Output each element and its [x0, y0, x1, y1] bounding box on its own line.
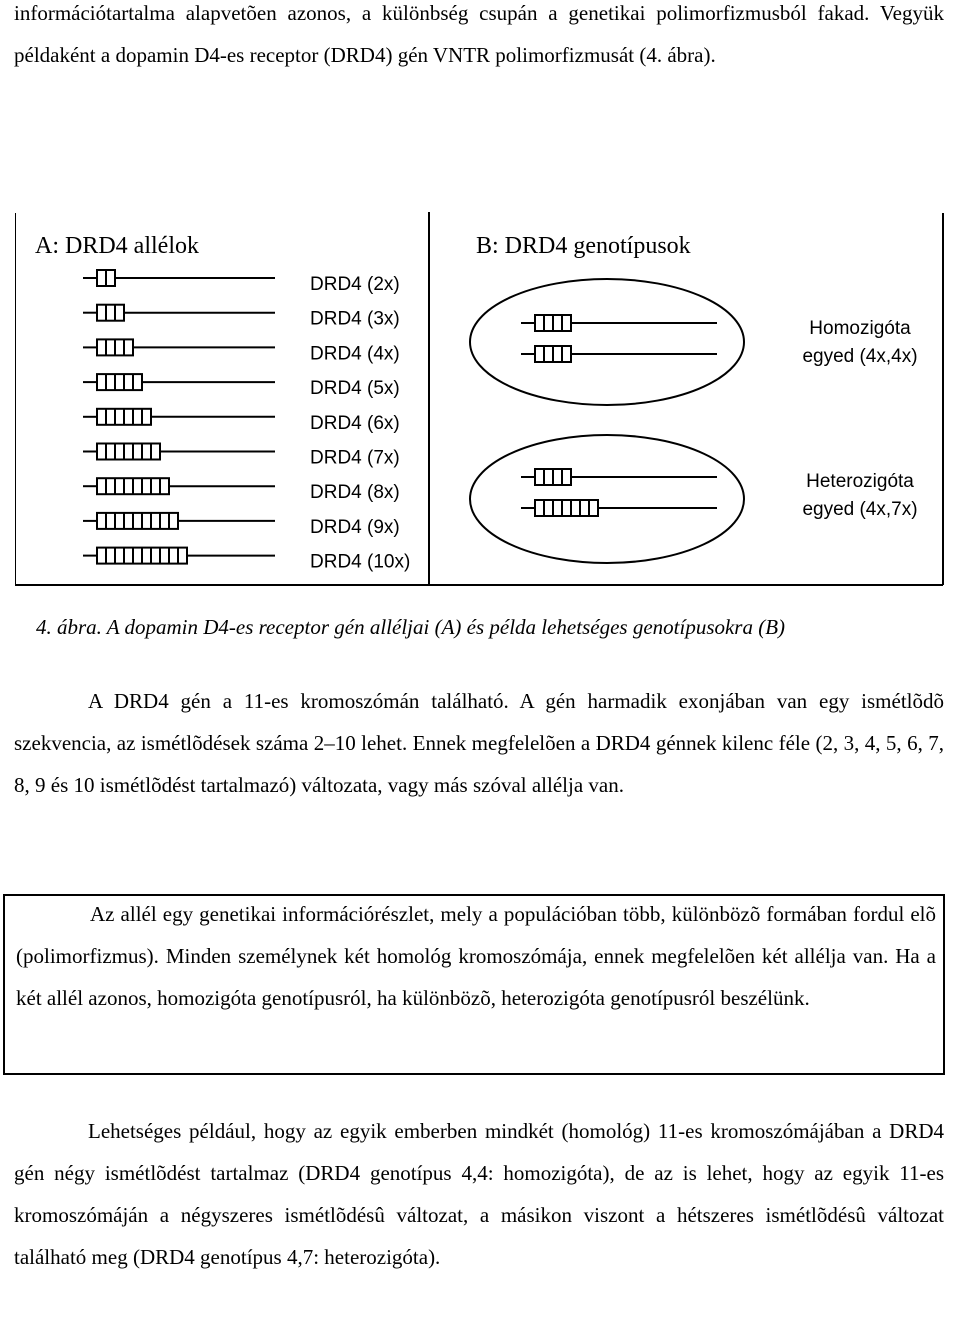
- intro-paragraph: információtartalma alapvetõen azonos, a különbség csupán a genetikai polimorfizmusból fakad. Vegyük példaként a dopamin D4-es receptor (DRD4) gén VNTR polimorfizmusát (4. ábra).: [14, 1, 944, 67]
- definition-box: [3, 894, 945, 1075]
- allele-glyph-10x: [83, 548, 275, 564]
- allele-glyph-8x: [83, 478, 275, 494]
- allele-glyph-4x: [83, 339, 275, 355]
- genotype-0-allele-0: [521, 315, 717, 331]
- allele-label: DRD4 (4x): [310, 343, 400, 365]
- allele-glyph-5x: [83, 374, 275, 390]
- heterozygote-ellipse: [470, 435, 744, 563]
- genotype-1-allele-1: [521, 500, 717, 516]
- allele-label: DRD4 (5x): [310, 378, 400, 400]
- homozygote-label-line1: Homozigóta: [809, 318, 911, 339]
- allele-label: DRD4 (6x): [310, 412, 400, 434]
- genotype-list: [521, 315, 717, 516]
- allele-label: DRD4 (10x): [310, 551, 411, 573]
- allele-glyph-3x: [83, 305, 275, 321]
- allele-label: DRD4 (8x): [310, 482, 400, 504]
- definition-text: Az allél egy genetikai információrészlet, mely a populációban több, különbözõ formában fordul elõ (polimorfizmus). Minden személynek két homológ kromoszómája, ennek megfelelõen két allélja van. Ha a két allél azonos, homozigóta genotípusról, ha különbözõ, heterozigóta genotípusról beszélünk.: [16, 902, 936, 1010]
- allele-glyph-9x: [83, 513, 275, 529]
- homozygote-label-line2: egyed (4x,4x): [802, 346, 918, 367]
- drd4-figure: [15, 212, 944, 586]
- homozygote-ellipse: [470, 279, 744, 405]
- panel-b-title: B: DRD4 genotípusok: [476, 233, 691, 259]
- allele-list: [83, 270, 410, 573]
- genotype-0-allele-1: [521, 346, 717, 362]
- allele-label: DRD4 (7x): [310, 447, 400, 469]
- heterozygote-label-line1: Heterozigóta: [806, 471, 914, 492]
- figure-caption: 4. ábra. A dopamin D4-es receptor gén alléljai (A) és példa lehetséges genotípusokra (B): [36, 615, 786, 639]
- genotype-1-allele-0: [521, 469, 717, 485]
- paragraph-drd4-gene: A DRD4 gén a 11-es kromoszómán található. A gén harmadik exonjában van egy ismétlõdõ szekvencia, az ismétlõdések száma 2–10 lehet. Ennek megfelelõen a DRD4 génnek kilenc féle (2, 3, 4, 5, 6, 7, 8, 9 és 10 ismétlõdést tartalmazó) változata, vagy más szóval allélja van.: [14, 689, 944, 797]
- allele-glyph-2x: [83, 270, 275, 286]
- allele-glyph-7x: [83, 444, 275, 460]
- paragraph-genotype-example: Lehetséges például, hogy az egyik emberben mindkét (homológ) 11-es kromoszómájában a DRD4 gén négy ismétlõdést tartalmaz (DRD4 genotípus 4,4: homozigóta), de az is lehet, hogy az egyik 11-es kromoszómáján a négyszeres ismétlõdésû változat, a másikon viszont a hétszeres ismétlõdésû változat található meg (DRD4 genotípus 4,7: heterozigóta).: [14, 1119, 944, 1269]
- panel-a-title: A: DRD4 allélok: [35, 233, 199, 259]
- allele-glyph-6x: [83, 409, 275, 425]
- allele-label: DRD4 (2x): [310, 274, 400, 295]
- allele-label: DRD4 (9x): [310, 516, 400, 538]
- allele-label: DRD4 (3x): [310, 308, 400, 330]
- heterozygote-label-line2: egyed (4x,7x): [802, 499, 918, 520]
